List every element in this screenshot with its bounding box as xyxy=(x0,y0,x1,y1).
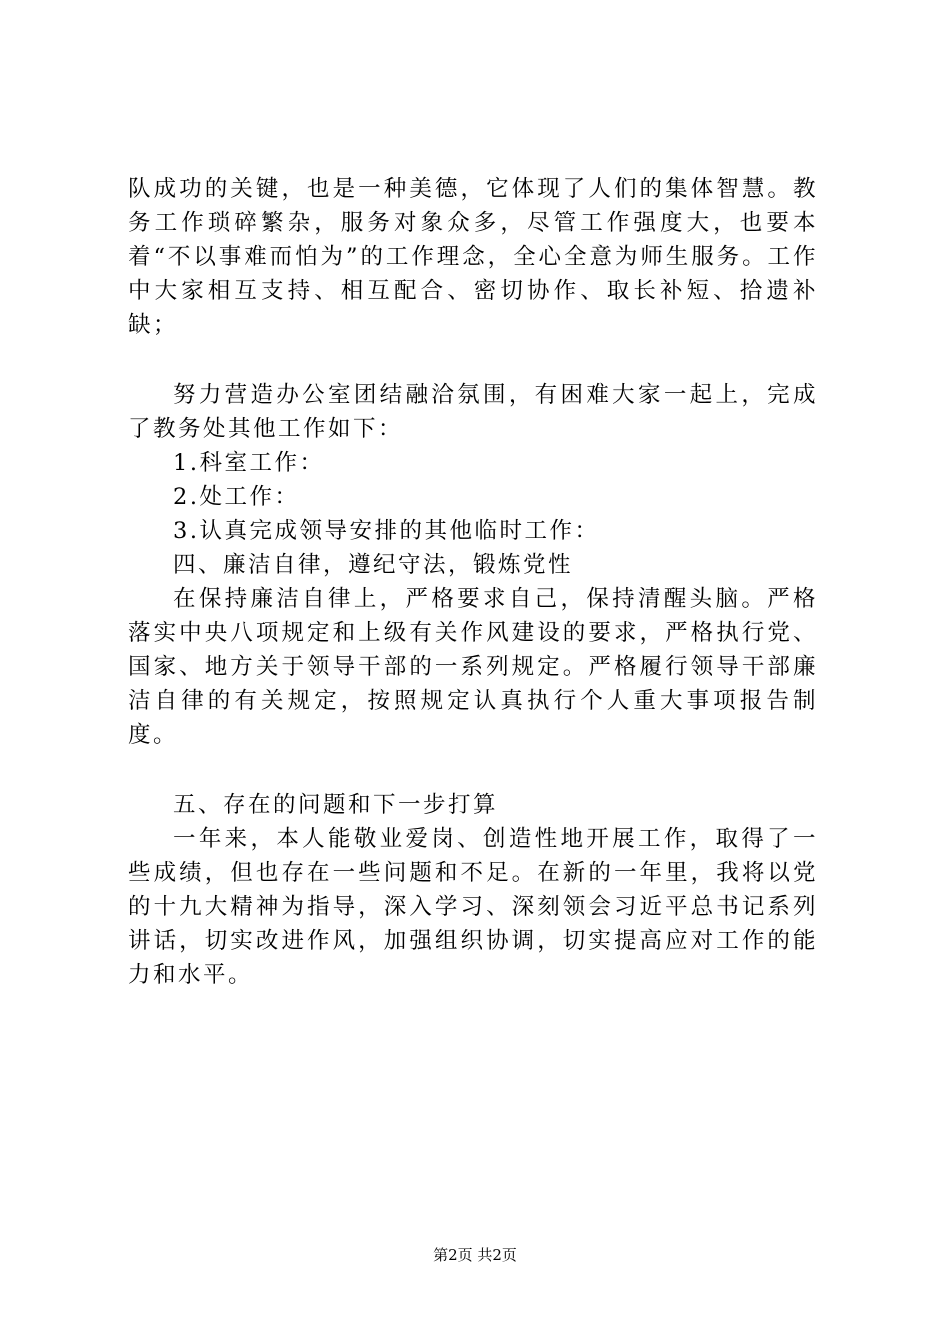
paragraph-problems-plans: 一年来，本人能敬业爱岗、创造性地开展工作，取得了一些成绩，但也存在一些问题和不足。在新的一年里，我将以党的十九大精神为指导，深入学习、深刻领会习近平总书记系列讲话，切实改进作风，加强组织协调，切实提高应对工作的能力和水平。 xyxy=(128,826,818,988)
document-body xyxy=(128,172,818,992)
paragraph-teamwork-continued: 队成功的关键，也是一种美德，它体现了人们的集体智慧。教务工作琐碎繁杂，服务对象众多，尽管工作强度大，也要本着“不以事难而怕为”的工作理念，全心全意为师生服务。工作中大家相互支持、相互配合、密切协作、取长补短、拾遗补缺； xyxy=(128,176,818,338)
paragraph-spacer xyxy=(128,752,818,788)
list-item-office-work: 2.处工作： xyxy=(173,484,300,510)
page-footer: 第2页 共2页 xyxy=(433,1246,517,1264)
section-heading-problems-plans: 五、存在的问题和下一步打算 xyxy=(173,792,499,818)
paragraph-integrity: 在保持廉洁自律上，严格要求自己，保持清醒头脑。严格落实中央八项规定和上级有关作风建设的要求，严格执行党、国家、地方关于领导干部的一系列规定。严格履行领导干部廉洁自律的有关规定，按照规定认真执行个人重大事项报告制度。 xyxy=(128,586,818,748)
list-item-department-work: 1.科室工作： xyxy=(173,450,325,476)
paragraph-spacer xyxy=(128,342,818,378)
paragraph-office-atmosphere: 努力营造办公室团结融洽氛围，有困难大家一起上，完成了教务处其他工作如下： xyxy=(128,382,818,442)
list-item-temporary-work: 3.认真完成领导安排的其他临时工作： xyxy=(173,518,600,544)
section-heading-integrity: 四、廉洁自律，遵纪守法，锻炼党性 xyxy=(173,552,574,578)
